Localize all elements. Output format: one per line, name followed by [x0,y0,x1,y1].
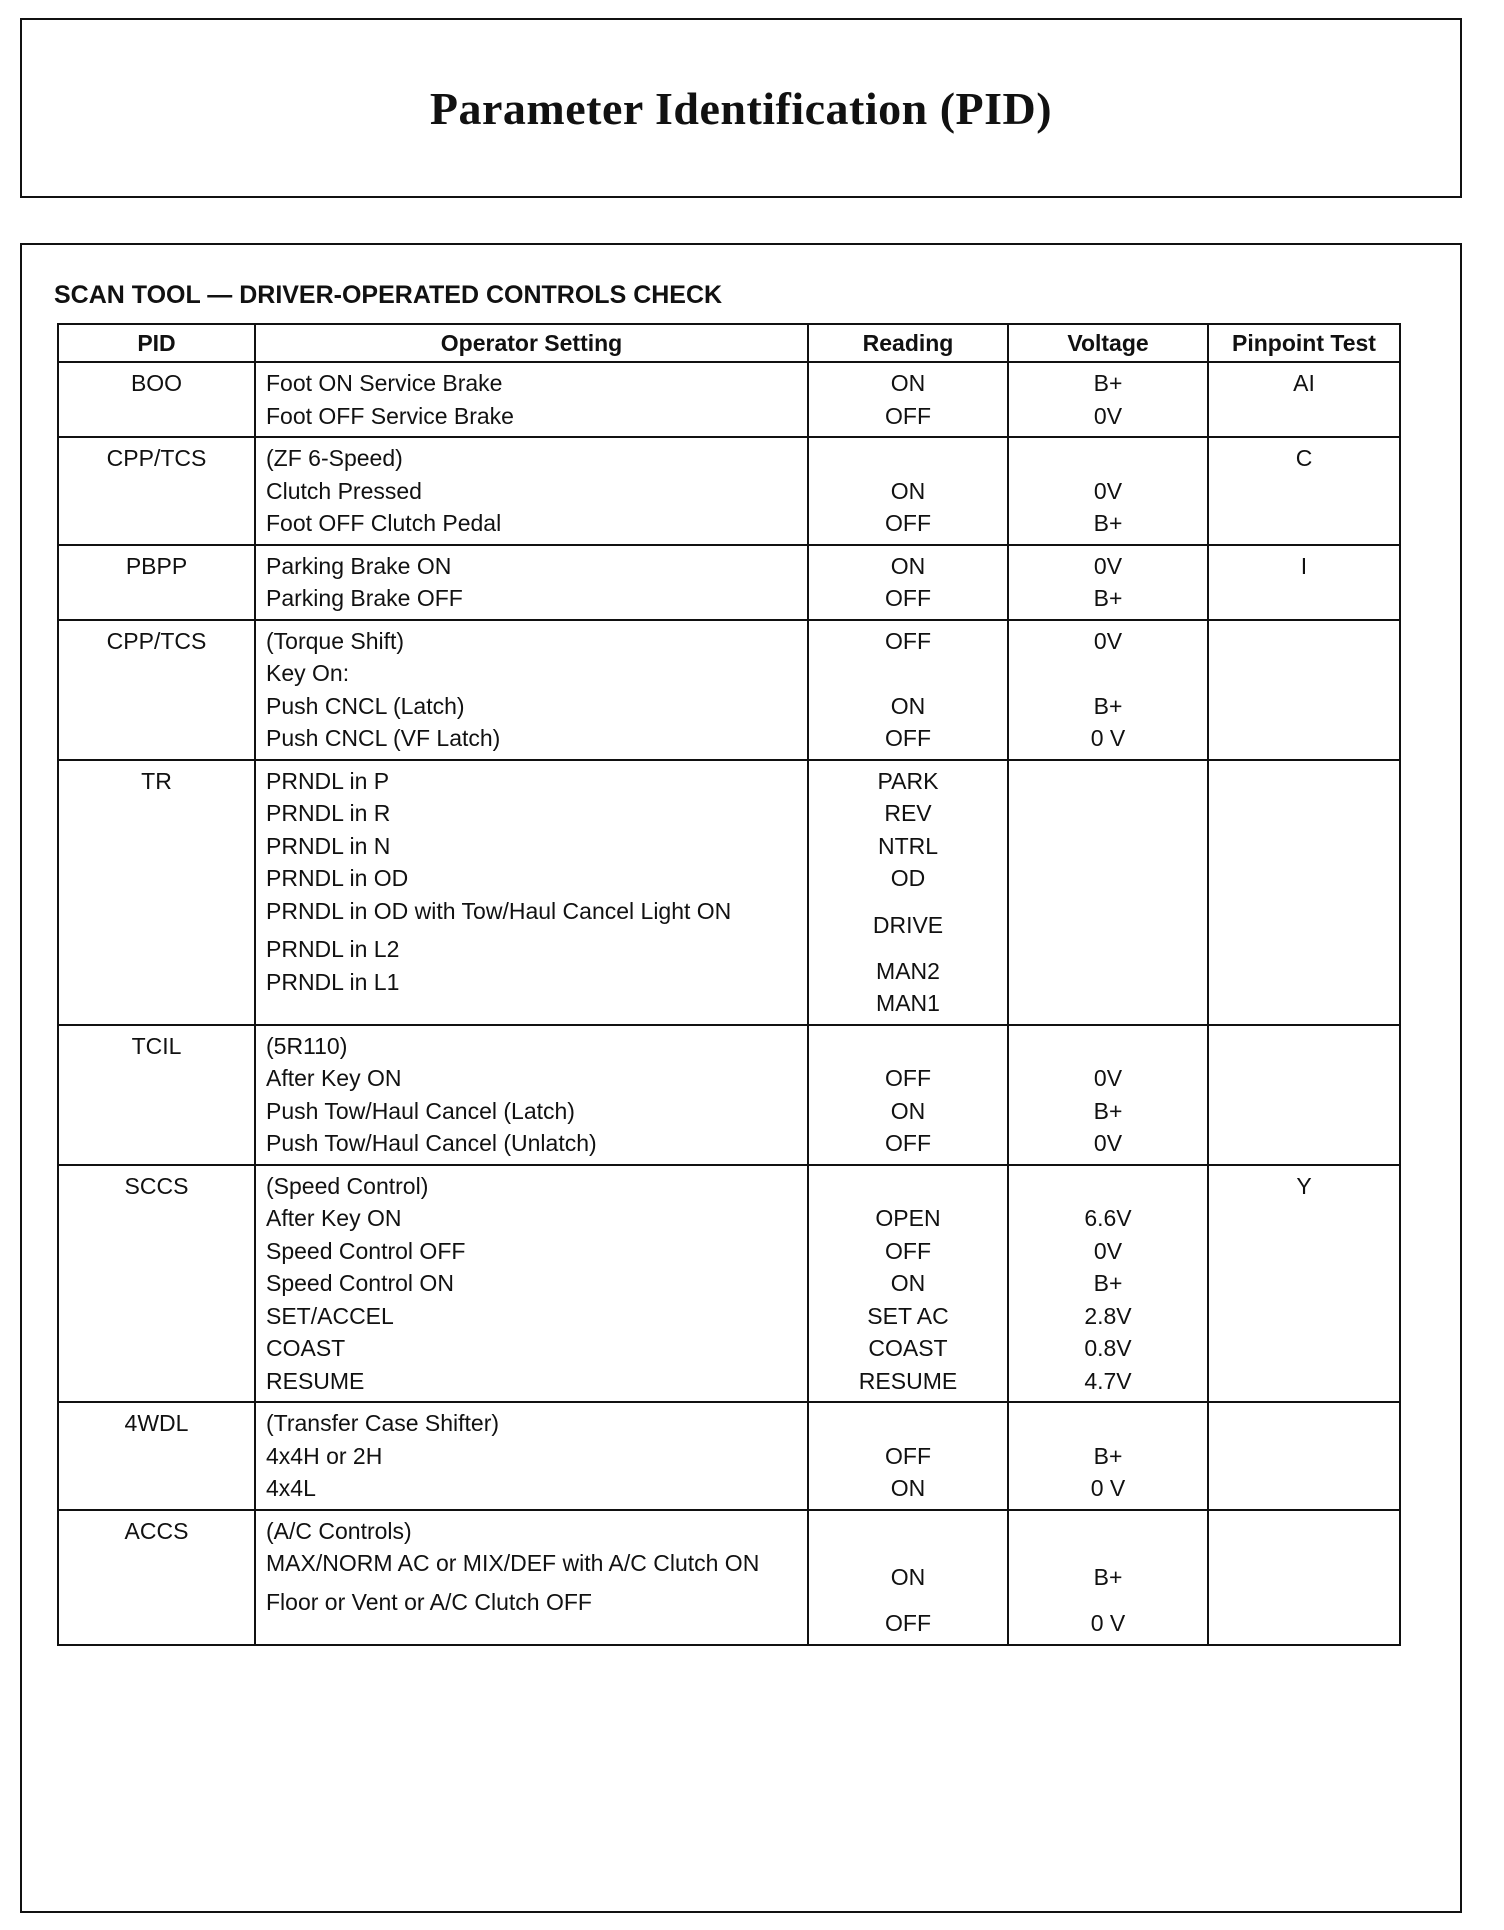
column-header-voltage: Voltage [1008,324,1208,362]
pinpoint-test-value: Y [1296,1172,1312,1199]
table-row [58,1165,1400,1403]
operator-setting: Clutch Pressed [266,477,422,504]
reading-value: REV [884,800,932,826]
voltage-value [1009,797,1207,830]
operator-setting: COAST [266,1335,346,1361]
reading-value: OFF [885,1442,931,1469]
operator-setting: After Key ON [266,1065,402,1091]
voltage-value: B+ [1093,1097,1123,1124]
voltage-value: 0V [1093,1130,1123,1156]
pinpoint-test-cell [1208,1402,1400,1510]
voltage-value: 0V [1093,1237,1123,1264]
voltage-value [1009,987,1207,1020]
voltage-value [1009,1515,1207,1548]
operator-setting: Parking Brake ON [266,552,452,579]
pinpoint-test-value: I [1300,552,1308,579]
operator-setting: SET/ACCEL [266,1302,394,1329]
pid-table [57,323,1401,1646]
operator-setting: Push CNCL (Latch) [266,692,465,719]
operator-setting: After Key ON [266,1205,402,1231]
reading-cell [808,1165,1008,1403]
reading-value: ON [890,1475,926,1501]
voltage-value [1009,657,1207,690]
table-row [58,620,1400,760]
operator-setting: 4x4H or 2H [266,1442,383,1469]
table-row [58,437,1400,545]
operator-setting: 4x4L [266,1475,316,1501]
reading-value: OFF [885,627,931,654]
pid-cell [58,1165,255,1403]
reading-value: OFF [885,1237,931,1264]
page-title: Parameter Identification (PID) [429,82,1053,134]
pinpoint-test-value: C [1295,445,1313,471]
operator-setting: PRNDL in N [266,832,391,859]
page-title-box [20,18,1462,198]
column-header-reading: Reading [808,324,1008,362]
voltage-value: 0V [1093,402,1123,429]
reading-value: OFF [885,725,931,751]
voltage-value [1009,765,1207,798]
reading-value: ON [890,370,926,396]
voltage-cell [1008,760,1208,1025]
voltage-cell [1008,545,1208,620]
table-header-row [58,324,1400,362]
pinpoint-test-cell [1208,362,1400,437]
operator-setting: (Torque Shift) [266,627,405,654]
reading-value: OPEN [875,1205,941,1231]
table-body [58,362,1400,1645]
pid-cell [58,545,255,620]
operator-setting: RESUME [266,1367,365,1394]
voltage-value [1009,862,1207,895]
voltage-cell [1008,620,1208,760]
voltage-value [1009,1170,1207,1203]
voltage-value: B+ [1093,1564,1123,1590]
operator-setting: (5R110) [266,1032,348,1059]
pinpoint-test-value [1209,625,1399,658]
reading-value: ON [890,552,926,579]
voltage-value [1009,955,1207,988]
reading-value: OFF [885,402,931,429]
reading-value [809,442,1007,475]
voltage-cell [1008,1165,1208,1403]
pid-value: TCIL [131,1032,182,1059]
reading-value: OD [890,865,926,891]
pinpoint-test-value: AI [1293,370,1315,396]
pinpoint-test-value [1209,1407,1399,1440]
voltage-value: 0V [1093,1065,1123,1091]
pid-value: SCCS [124,1172,189,1199]
voltage-value [1009,1030,1207,1063]
pid-value: ACCS [124,1517,189,1544]
reading-cell [808,362,1008,437]
voltage-cell [1008,1025,1208,1165]
voltage-value [1009,830,1207,863]
operator-setting: (ZF 6-Speed) [266,445,403,471]
voltage-value: 2.8V [1084,1302,1132,1329]
operator-setting: Foot OFF Service Brake [266,402,514,429]
operator-setting: MAX/NORM AC or MIX/DEF with A/C Clutch ON [266,1550,760,1576]
pinpoint-test-cell [1208,437,1400,545]
operator-setting-cell [255,437,808,545]
operator-setting: (Transfer Case Shifter) [266,1410,500,1436]
reading-value: OFF [885,1065,931,1091]
operator-setting: PRNDL in R [266,800,391,826]
pinpoint-test-cell [1208,545,1400,620]
operator-setting: Foot ON Service Brake [266,370,503,396]
voltage-value: 0V [1093,477,1123,504]
section-title: SCAN TOOL — DRIVER-OPERATED CONTROLS CHECK [54,281,723,309]
pid-value: 4WDL [124,1410,189,1436]
operator-setting: Foot OFF Clutch Pedal [266,510,502,536]
content-panel [20,243,1462,1913]
column-header-pinpoint-test: Pinpoint Test [1208,324,1400,362]
reading-value [809,1515,1007,1548]
table-row [58,1402,1400,1510]
reading-cell [808,545,1008,620]
table-row [58,760,1400,1025]
pid-value: BOO [130,370,183,396]
voltage-cell [1008,1510,1208,1645]
reading-value: NTRL [877,832,939,859]
reading-value: COAST [868,1335,948,1361]
operator-setting-cell [255,362,808,437]
voltage-value [1009,1407,1207,1440]
reading-value [809,1407,1007,1440]
reading-value: ON [890,1270,926,1296]
pinpoint-test-cell [1208,1165,1400,1403]
reading-value: ON [890,1564,926,1590]
pid-cell [58,1402,255,1510]
reading-cell [808,437,1008,545]
pinpoint-test-cell [1208,620,1400,760]
reading-value [809,1030,1007,1063]
operator-setting: (A/C Controls) [266,1517,412,1544]
operator-setting-cell [255,545,808,620]
column-header-operator-setting: Operator Setting [255,324,808,362]
pid-value: PBPP [125,552,188,579]
voltage-value: 0V [1093,552,1123,579]
pid-value: CPP/TCS [106,627,207,654]
reading-cell [808,1510,1008,1645]
reading-value: PARK [877,767,939,794]
operator-setting: Speed Control OFF [266,1237,466,1264]
operator-setting-cell [255,1510,808,1645]
reading-value: OFF [885,1130,931,1156]
voltage-value: B+ [1093,692,1123,719]
voltage-cell [1008,1402,1208,1510]
voltage-cell [1008,362,1208,437]
operator-setting: PRNDL in L2 [266,936,400,962]
reading-value: ON [890,1097,926,1124]
pinpoint-test-value [1209,1030,1399,1063]
operator-setting: Parking Brake OFF [266,585,463,611]
operator-setting: Push CNCL (VF Latch) [266,725,501,751]
table-row [58,1025,1400,1165]
pinpoint-test-cell [1208,760,1400,1025]
operator-setting-cell [255,1165,808,1403]
pid-cell [58,760,255,1025]
reading-value: OFF [885,510,931,536]
voltage-value: 0V [1093,627,1123,654]
voltage-value: 6.6V [1084,1205,1132,1231]
reading-value: DRIVE [872,911,944,938]
voltage-value: 0 V [1090,1610,1126,1636]
reading-value: MAN1 [876,990,940,1016]
pinpoint-test-value [1209,765,1399,798]
pid-cell [58,1510,255,1645]
voltage-value: B+ [1093,585,1123,611]
reading-cell [808,1402,1008,1510]
pid-cell [58,362,255,437]
reading-value: OFF [885,1610,931,1636]
voltage-value: 4.7V [1084,1367,1132,1394]
reading-value: RESUME [858,1367,958,1394]
operator-setting: PRNDL in P [266,767,390,794]
reading-value: SET AC [867,1302,949,1329]
pid-cell [58,1025,255,1165]
pinpoint-test-cell [1208,1025,1400,1165]
voltage-cell [1008,437,1208,545]
pinpoint-test-value [1209,1515,1399,1548]
pid-value: TR [141,767,172,794]
operator-setting-cell [255,620,808,760]
reading-value [809,1170,1007,1203]
reading-value: ON [890,692,926,719]
operator-setting: Speed Control ON [266,1270,454,1296]
voltage-value: 0.8V [1084,1335,1132,1361]
pinpoint-test-cell [1208,1510,1400,1645]
voltage-value: B+ [1093,1270,1123,1296]
voltage-value: B+ [1093,510,1123,536]
operator-setting: (Speed Control) [266,1172,429,1199]
operator-setting: Push Tow/Haul Cancel (Unlatch) [266,1130,597,1156]
reading-value: OFF [885,585,931,611]
voltage-value [1009,895,1207,955]
operator-setting: PRNDL in OD with Tow/Haul Cancel Light ON [266,897,732,924]
column-header-pid: PID [58,324,255,362]
reading-value: ON [890,477,926,504]
reading-cell [808,760,1008,1025]
voltage-value: B+ [1093,1442,1123,1469]
operator-setting-cell [255,1025,808,1165]
table-row [58,362,1400,437]
operator-setting: Floor or Vent or A/C Clutch OFF [266,1588,592,1615]
reading-cell [808,620,1008,760]
reading-cell [808,1025,1008,1165]
voltage-value [1009,442,1207,475]
operator-setting: Key On: [266,660,350,686]
reading-value: MAN2 [876,957,940,984]
operator-setting: PRNDL in L1 [266,968,400,995]
pid-cell [58,620,255,760]
reading-value [809,657,1007,690]
pid-value: CPP/TCS [106,445,207,471]
operator-setting: Push Tow/Haul Cancel (Latch) [266,1097,575,1124]
voltage-value: 0 V [1090,725,1126,751]
table-row [58,545,1400,620]
pid-cell [58,437,255,545]
table-row [58,1510,1400,1645]
voltage-value: 0 V [1090,1475,1126,1501]
operator-setting: PRNDL in OD [266,865,409,891]
voltage-value: B+ [1093,370,1123,396]
operator-setting-cell [255,1402,808,1510]
operator-setting-cell [255,760,808,1025]
